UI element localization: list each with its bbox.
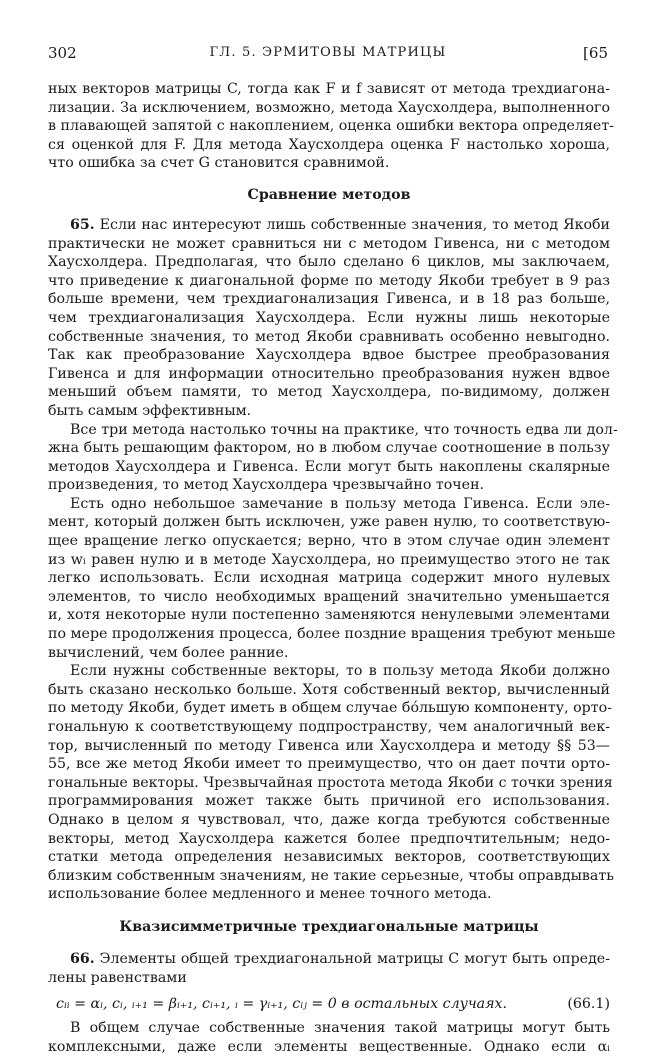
paragraph-66-2 [48,1019,610,1056]
text-line: быть сказано несколько больше. Хотя собственный вектор, вычисленный [48,681,610,698]
intro-paragraph [48,80,614,173]
section-number: 65. [70,216,95,233]
text-line: лизации. За исключением, возможно, метода Хаусхолдера, выполненного [48,99,610,116]
text-line: по методу Якоби, будет иметь в общем случае бóльшую компоненту, орто- [48,700,612,717]
text-line: 55, все же метод Якоби имеет то преимущество, что он дает почти орто- [48,756,610,773]
text-line: вычислений, чем более ранние. [48,644,289,661]
section-heading-quasisymmetric: Квазисимметричные трехдиагональные матрицы [119,918,539,935]
text-line: ся оценкой для F. Для метода Хаусхолдера оценка F настолько хороша, [48,136,610,153]
paragraph-65-1 [48,216,610,421]
equation-66-1 [48,993,610,1015]
text-line: быть самым эффективным. [48,402,252,419]
text-line: Есть одно небольшое замечание в пользу метода Гивенса. Если эле- [70,495,610,512]
paragraph-65-2 [48,421,618,495]
section-number: 66. [70,950,95,967]
text-line: статки метода определения независимых векторов, соответствующих [48,849,610,866]
equation-expression: cᵢᵢ = αᵢ, cᵢ, ᵢ₊₁ = βᵢ₊₁, cᵢ₊₁, ᵢ = γᵢ₊₁, cᵢⱼ = 0 в остальных случаях. [56,996,508,1013]
text-line: Так как преобразование Хаусхолдера вдвое быстрее преобразования [48,347,610,364]
text-line: что ошибка за счет G становится сравнимой. [48,155,390,172]
paragraph-65-3 [48,495,616,662]
running-title: ГЛ. 5. ЭРМИТОВЫ МАТРИЦЫ [209,45,447,60]
text-line: лены равенствами [48,969,187,986]
text-line: Если нужны собственные векторы, то в пользу метода Якоби должно [70,663,610,680]
text-line: гональную к соответствующему подпространству, чем аналогичный век- [48,719,610,735]
text-line: Гивенса и для информации относительно преобразования нужен вдвое [48,365,610,382]
text-line: векторы, метод Хаусхолдера кажется более предпочтительным; недо- [48,830,610,847]
text-line: мент, который должен быть исключен, уже равен нулю, то соответствую- [48,514,610,531]
text-line: использование более медленного и менее точного метода. [48,886,492,903]
section-marker: [65 [583,44,608,62]
text-line: Все три метода настолько точны на практике, что точность едва ли дол- [70,421,618,438]
text-line: больше времени, чем трехдиагонализация Гивенса, и в 18 раз больше, [48,291,610,308]
text-line: тор, вычисленный по методу Гивенса или Хаусхолдера и методу §§ 53— [48,737,610,754]
text-line: меньший объем памяти, то метод Хаусхолдера, по-видимому, должен [48,384,610,401]
text-line: ных векторов матрицы C, тогда как F и f зависят от метода трехдиагона- [48,81,610,97]
page-body [48,80,618,1056]
text-line: В общем случае собственные значения такой матрицы могут быть [70,1020,610,1037]
equation-number: (66.1) [567,996,610,1013]
paragraph-65-4 [48,662,614,904]
text-line: элементов, то число необходимых вращений значительно уменьшается [48,588,610,605]
page-number: 302 [48,44,77,62]
text-line: из wᵢ равен нулю и в методе Хаусхолдера, но преимущество этого не так [48,551,610,568]
text-line: щее вращение легко опускается; верно, что в этом случае один элемент [48,533,610,550]
section-heading-comparison: Сравнение методов [247,186,411,203]
text-line: программирования может также быть причиной его использования. [48,793,610,810]
text-line: 66. Элементы общей трехдиагональной матрицы C могут быть опреде- [70,950,610,967]
text-line: в плавающей запятой с накоплением, оценка ошибки вектора определяет- [48,118,614,135]
text-line: легко использовать. Если исходная матрица содержит много нулевых [48,570,610,587]
text-line: практически не может сравниться ни с методом Гивенса, ни с методом [48,235,610,252]
paragraph-66-1 [48,950,610,987]
text-line: чем трехдиагонализация Хаусхолдера. Если нужны лишь некоторые [48,309,610,326]
text-line: Однако в целом я чувствовал, что, даже когда требуются собственные [48,811,610,828]
text-line: и, хотя некоторые нули постепенно заменяются ненулевыми элементами [48,607,610,624]
text-line: близким собственным значениям, не такие серьезные, чтобы оправдывать [48,867,614,884]
text-line: по мере продолжения процесса, более поздние вращения требуют меньше [48,626,616,643]
text-line: что приведение к диагональной форме по методу Якоби требует в 9 раз [48,272,610,289]
text-line: жна быть решающим фактором, но в любом случае соотношение в пользу [48,440,610,457]
page-header [48,44,608,64]
text-line: методов Хаусхолдера и Гивенса. Если могут быть накоплены скалярные [48,458,610,475]
text-line: произведения, то метод Хаусхолдера чрезвычайно точен. [48,477,485,494]
text-line: собственные значения, то метод Якоби сравнивать особенно невыгодно. [48,328,610,345]
text-line: гональные векторы. Чрезвычайная простота метода Якоби с точки зрения [48,774,613,791]
text-line: 65. Если нас интересуют лишь собственные значения, то метод Якоби [70,216,610,233]
text-line: Хаусхолдера. Предполагая, что было сделано 6 циклов, мы заключаем, [48,254,610,271]
text-line: комплексными, даже если элементы вещественные. Однако если αᵢ [48,1038,610,1055]
